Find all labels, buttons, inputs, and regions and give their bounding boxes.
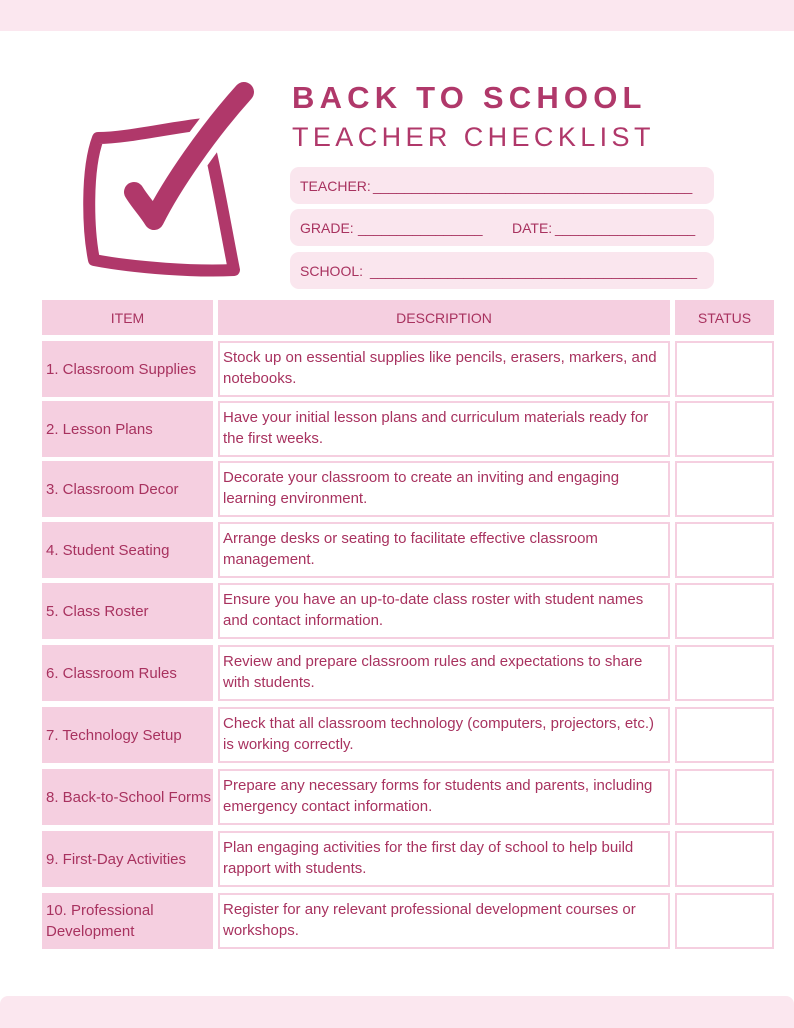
row-status-box[interactable]	[675, 831, 774, 887]
grade-date-field[interactable]	[290, 209, 714, 246]
teacher-line[interactable]: _________________________________________	[373, 178, 693, 194]
column-header-status: STATUS	[675, 300, 774, 335]
row-item-label: 6. Classroom Rules	[42, 645, 213, 701]
row-description: Ensure you have an up-to-date class roster with student names and contact information.	[218, 583, 670, 639]
row-status-box[interactable]	[675, 645, 774, 701]
row-status-box[interactable]	[675, 461, 774, 517]
page-subtitle: TEACHER CHECKLIST	[292, 122, 655, 152]
school-field[interactable]	[290, 252, 714, 289]
row-item-label: 10. Professional Development	[42, 893, 213, 949]
row-status-box[interactable]	[675, 341, 774, 397]
row-description: Check that all classroom technology (computers, projectors, etc.) is working correctly.	[218, 707, 670, 763]
page-title: BACK TO SCHOOL	[292, 80, 647, 115]
grade-line[interactable]: ________________	[358, 220, 483, 236]
row-status-box[interactable]	[675, 707, 774, 763]
school-label: SCHOOL:	[300, 263, 364, 279]
row-status-box[interactable]	[675, 769, 774, 825]
top-band	[0, 0, 794, 31]
row-item-label: 7. Technology Setup	[42, 707, 213, 763]
row-description: Prepare any necessary forms for students and parents, including emergency contact information.	[218, 769, 670, 825]
school-line[interactable]: __________________________________________	[370, 263, 698, 279]
column-header-description: DESCRIPTION	[218, 300, 670, 335]
row-item-label: 5. Class Roster	[42, 583, 213, 639]
row-description: Arrange desks or seating to facilitate effective classroom management.	[218, 522, 670, 578]
row-status-box[interactable]	[675, 583, 774, 639]
bottom-band	[0, 996, 794, 1028]
row-description: Decorate your classroom to create an inviting and engaging learning environment.	[218, 461, 670, 517]
row-item-label: 1. Classroom Supplies	[42, 341, 213, 397]
row-item-label: 2. Lesson Plans	[42, 401, 213, 457]
grade-label: GRADE:	[300, 220, 354, 236]
row-status-box[interactable]	[675, 893, 774, 949]
date-label: DATE:	[512, 220, 553, 236]
row-description: Review and prepare classroom rules and expectations to share with students.	[218, 645, 670, 701]
row-item-label: 8. Back-to-School Forms	[42, 769, 213, 825]
date-line[interactable]: __________________	[555, 220, 696, 236]
column-header-item: ITEM	[42, 300, 213, 335]
row-status-box[interactable]	[675, 522, 774, 578]
row-item-label: 3. Classroom Decor	[42, 461, 213, 517]
checkbox-checkmark-icon	[76, 80, 256, 280]
teacher-field[interactable]	[290, 167, 714, 204]
row-description: Register for any relevant professional development courses or workshops.	[218, 893, 670, 949]
row-item-label: 9. First-Day Activities	[42, 831, 213, 887]
row-description: Stock up on essential supplies like pencils, erasers, markers, and notebooks.	[218, 341, 670, 397]
row-description: Have your initial lesson plans and curriculum materials ready for the first weeks.	[218, 401, 670, 457]
row-status-box[interactable]	[675, 401, 774, 457]
row-item-label: 4. Student Seating	[42, 522, 213, 578]
row-description: Plan engaging activities for the first day of school to help build rapport with students.	[218, 831, 670, 887]
teacher-label: TEACHER:	[300, 178, 371, 194]
